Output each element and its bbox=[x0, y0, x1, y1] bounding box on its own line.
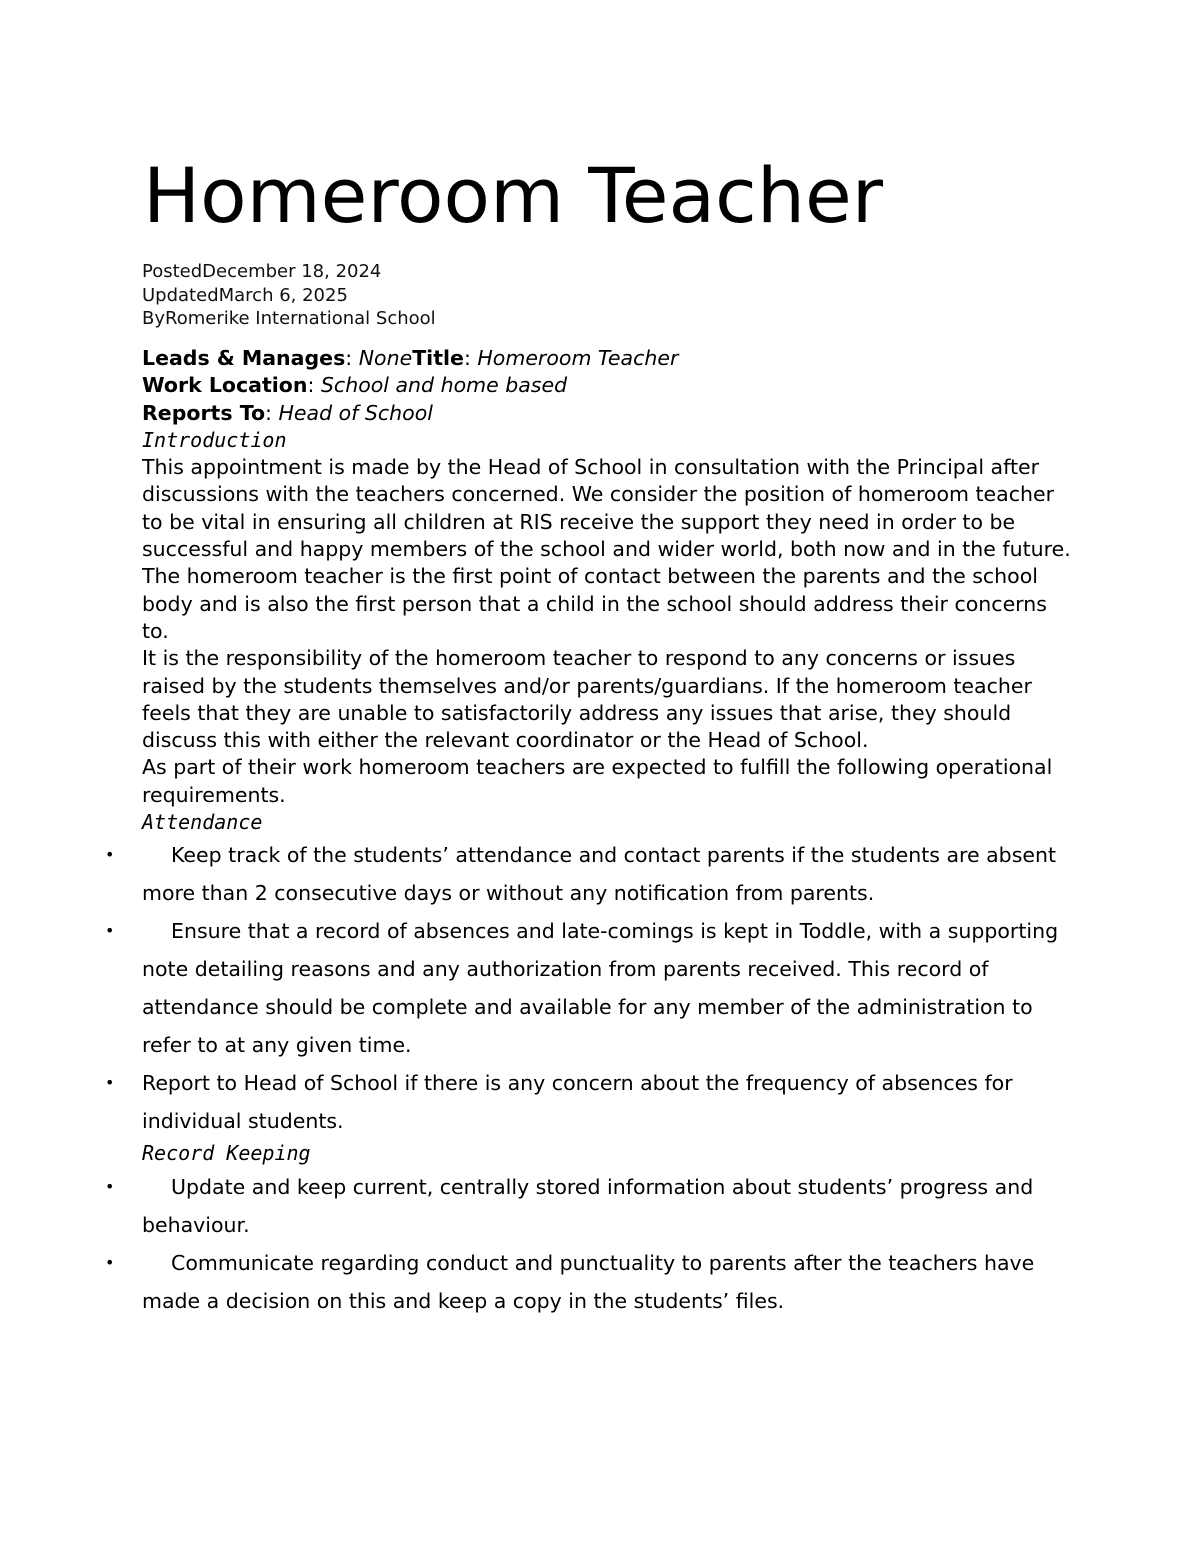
leads-value: None bbox=[358, 346, 413, 370]
intro-paragraph: As part of their work homeroom teachers are expected to fulfill the following operational requirements. bbox=[142, 755, 1053, 807]
list-item-text: Report to Head of School if there is any concern about the frequency of absences for individual students. bbox=[142, 1071, 1013, 1134]
list-item bbox=[105, 912, 1072, 1064]
bullet-icon: • bbox=[105, 845, 115, 865]
list-item-text: Communicate regarding conduct and punctuality to parents after the teachers have made a decision on this and keep a copy in the students’ files. bbox=[142, 1250, 1035, 1313]
bullet-icon: • bbox=[105, 1252, 115, 1272]
list-item-text: Keep track of the students’ attendance and contact parents if the students are absent more than 2 consecutive days or without any notification from parents. bbox=[142, 843, 1057, 906]
list-item-text: Ensure that a record of absences and late-comings is kept in Toddle, with a supporting note detailing reasons and any authorization from parents received. This record of attendance should be complete and available for any member of the administration to refer to at any given time. bbox=[142, 919, 1059, 1058]
posted-date: PostedDecember 18, 2024 bbox=[142, 261, 382, 282]
intro-paragraph: The homeroom teacher is the first point of contact between the parents and the school body and is also the first person that a child in the school should address their concerns to. bbox=[142, 564, 1047, 643]
title-value: Homeroom Teacher bbox=[477, 346, 679, 370]
list-item bbox=[105, 836, 1072, 912]
updated-date: UpdatedMarch 6, 2025 bbox=[142, 284, 348, 306]
attendance-heading: Attendance bbox=[142, 810, 263, 835]
list-item bbox=[105, 1064, 1072, 1140]
leads-title-line: Leads & Manages: NoneTitle: Homeroom Teacher bbox=[142, 346, 679, 370]
list-item bbox=[105, 1168, 1072, 1244]
record-keeping-heading: Record Keeping bbox=[142, 1141, 311, 1166]
list-item bbox=[105, 1244, 1072, 1320]
introduction-heading: Introduction bbox=[142, 427, 287, 452]
reports-to-line: Reports To: Head of School bbox=[142, 400, 433, 425]
leads-label: Leads & Manages bbox=[142, 346, 346, 370]
post-meta bbox=[142, 260, 436, 331]
work-location-line: Work Location: School and home based bbox=[142, 373, 568, 398]
intro-paragraph: It is the responsibility of the homeroom teacher to respond to any concerns or issues raised by the students themselves and/or parents/guardians. If the homeroom teacher feels that they are unable to satisfactorily address any issues that arise, they should discuss this with either the relevant coordinator or the Head of School. bbox=[142, 646, 1032, 753]
bullet-icon: • bbox=[105, 1073, 115, 1093]
job-description bbox=[105, 345, 1072, 1320]
title-label: Title bbox=[412, 346, 464, 370]
bullet-icon: • bbox=[105, 1176, 115, 1196]
intro-paragraph: This appointment is made by the Head of School in consultation with the Principal after discussions with the teachers concerned. We consider the position of homeroom teacher to be vital in ensuring all children at RIS receive the support they need in order to be successful and happy members of the school and wider world, both now and in the future. bbox=[142, 455, 1071, 562]
location-label: Work Location bbox=[142, 373, 308, 398]
location-value: School and home based bbox=[320, 373, 568, 398]
list-item-text: Update and keep current, centrally stored information about students’ progress and behaviour. bbox=[142, 1174, 1034, 1237]
record-keeping-list bbox=[105, 1168, 1072, 1320]
reports-label: Reports To bbox=[142, 400, 266, 425]
bullet-icon: • bbox=[105, 921, 115, 941]
attendance-list bbox=[105, 836, 1072, 1140]
page-title: Homeroom Teacher bbox=[143, 151, 883, 240]
reports-value: Head of School bbox=[278, 400, 433, 425]
author: ByRomerike International School bbox=[142, 308, 436, 329]
